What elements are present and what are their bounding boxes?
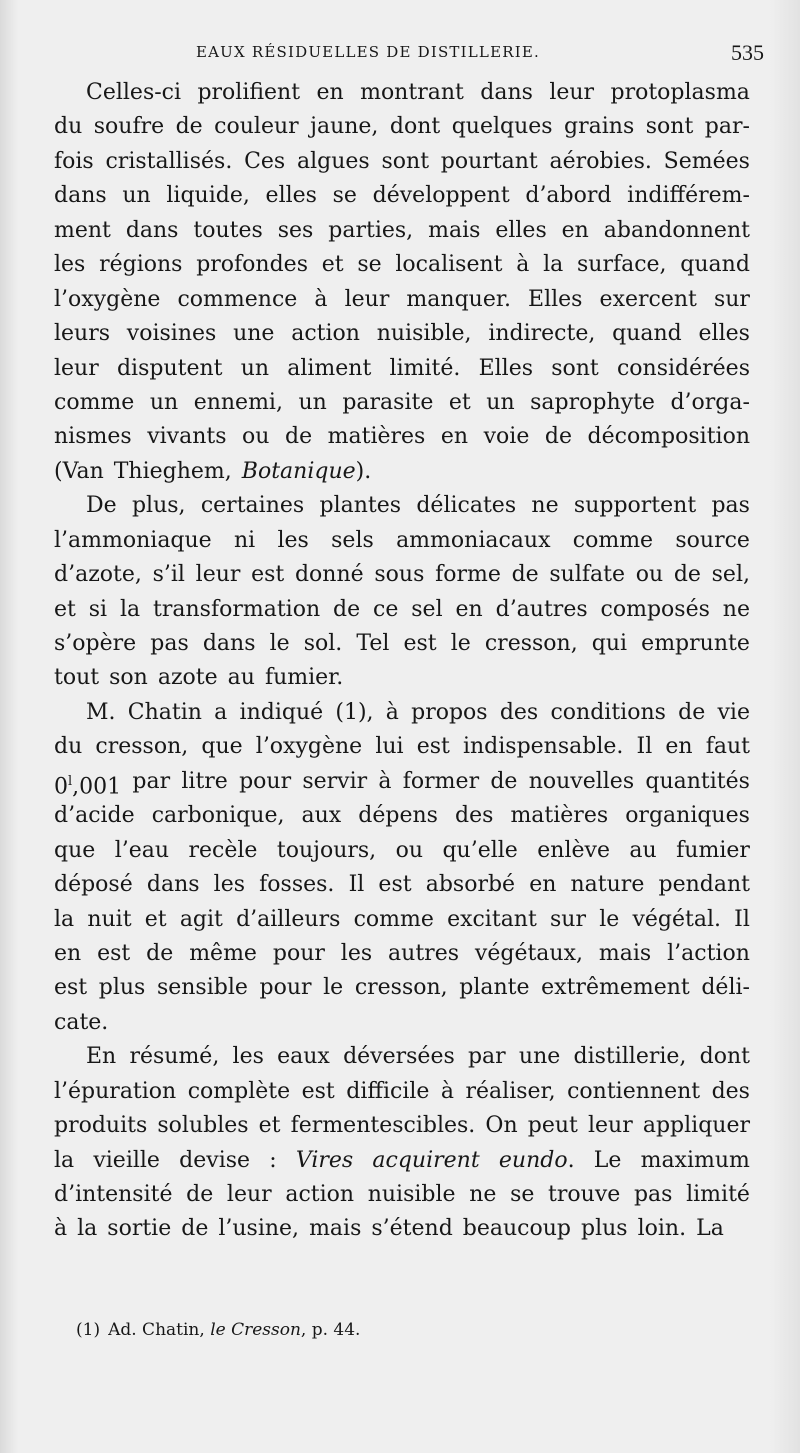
text-line: cate.: [54, 1009, 109, 1035]
text-line: 0$^l$,001 par litre pour servir à former de nouvelles quantités: [54, 768, 750, 800]
page-number: 535: [731, 40, 764, 65]
text-line: M. Chatin a indiqué (1), à propos des conditions de vie: [86, 699, 750, 725]
text-line: tout son azote au fumier.: [54, 665, 344, 691]
body-text: [54, 76, 750, 1247]
text-line: s’opère pas dans le sol. Tel est le cresson, qui emprunte: [54, 631, 750, 656]
text-line: fois cristallisés. Ces algues sont pourtant aérobies. Semées: [54, 148, 750, 174]
paragraph: [54, 1040, 750, 1247]
text-line: les régions profondes et se localisent à la surface, quand: [54, 252, 750, 278]
text-line: d’acide carbonique, aux dépens des matières organiques: [54, 803, 750, 829]
footnote-text: Ad. Chatin, le Cresson, p. 44.: [108, 1320, 361, 1340]
text-line: la vieille devise : Vires acquirent eundo. Le maximum: [54, 1147, 750, 1173]
text-line: nismes vivants ou de matières en voie de décomposition: [54, 424, 750, 450]
text-line: leur disputent un aliment limité. Elles sont considérées: [54, 355, 750, 381]
text-line: l’épuration complète est difficile à réaliser, contiennent des: [54, 1078, 750, 1104]
text-line: à la sortie de l’usine, mais s’étend beaucoup plus loin. La: [54, 1216, 724, 1242]
paragraph: [54, 76, 750, 489]
text-line: et si la transformation de ce sel en d’autres composés ne: [54, 596, 750, 622]
text-line: produits solubles et fermentescibles. On peut leur appliquer: [54, 1113, 750, 1139]
text-line: l’oxygène commence à leur manquer. Elles exercent sur: [54, 286, 750, 312]
text-line: d’azote, s’il leur est donné sous forme de sulfate ou de sel,: [54, 562, 750, 588]
paragraph: [54, 489, 750, 696]
text-line: (Van Thieghem, Botanique).: [54, 458, 372, 484]
text-line: dans un liquide, elles se développent d’abord indifférem-: [54, 183, 750, 209]
text-line: du soufre de couleur jaune, dont quelques grains sont par-: [54, 114, 750, 140]
text-line: du cresson, que l’oxygène lui est indispensable. Il en faut: [54, 734, 750, 760]
page-header: [56, 40, 764, 66]
text-line: que l’eau recèle toujours, ou qu’elle enlève au fumier: [54, 837, 750, 863]
footnote: [76, 1320, 368, 1340]
text-line: De plus, certaines plantes délicates ne supportent pas: [86, 493, 750, 519]
text-line: en est de même pour les autres végétaux, mais l’action: [54, 940, 750, 966]
running-title: EAUX RÉSIDUELLES DE DISTILLERIE.: [196, 43, 540, 61]
text-line: d’intensité de leur action nuisible ne se trouve pas limité: [54, 1182, 750, 1207]
text-line: déposé dans les fosses. Il est absorbé en nature pendant: [54, 872, 750, 898]
text-line: l’ammoniaque ni les sels ammoniacaux comme source: [54, 527, 750, 553]
text-line: est plus sensible pour le cresson, plante extrêmement déli-: [54, 975, 750, 1001]
text-line: comme un ennemi, un parasite et un saprophyte d’orga-: [54, 389, 750, 415]
text-line: la nuit et agit d’ailleurs comme excitant sur le végétal. Il: [54, 906, 750, 932]
paragraph: [54, 696, 750, 1040]
text-line: leurs voisines une action nuisible, indirecte, quand elles: [54, 321, 750, 347]
text-line: ment dans toutes ses parties, mais elles en abandonnent: [54, 217, 750, 243]
text-line: Celles-ci prolifient en montrant dans leur protoplasma: [86, 80, 750, 105]
text-line: En résumé, les eaux déversées par une distillerie, dont: [86, 1044, 750, 1070]
footnote-marker: (1): [76, 1320, 101, 1340]
